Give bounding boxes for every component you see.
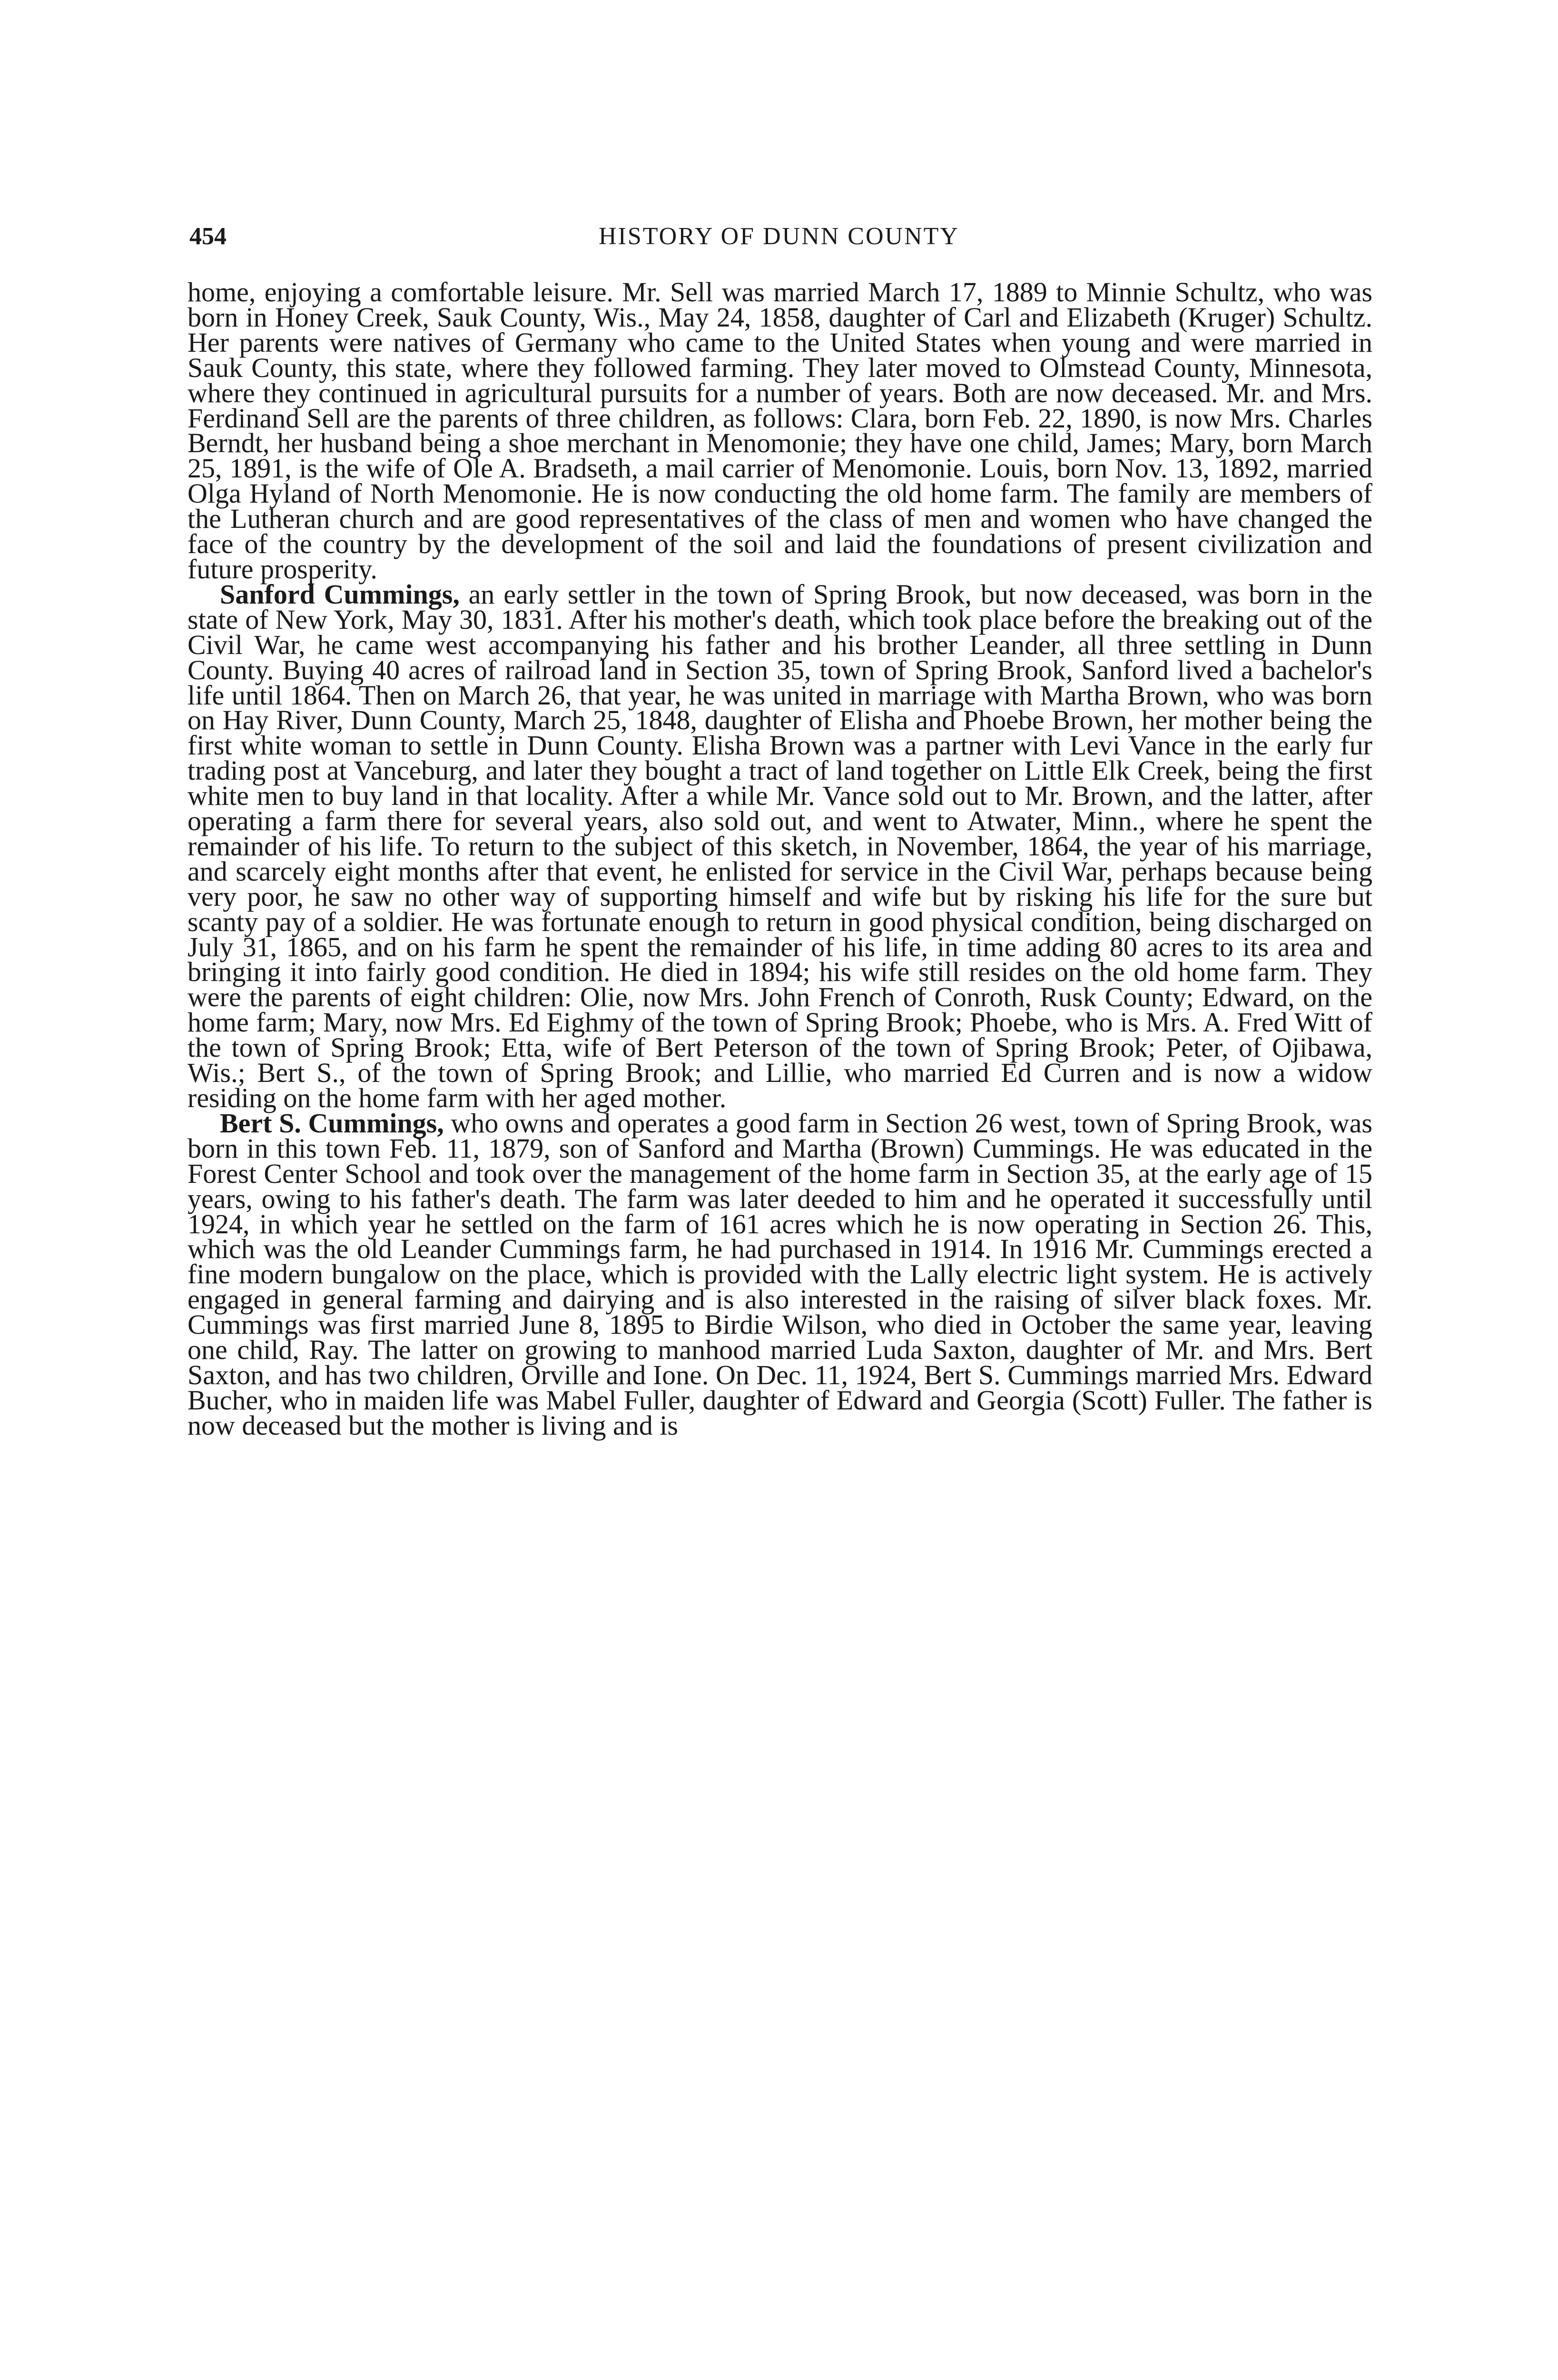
page-number: 454 bbox=[189, 223, 227, 250]
paragraph-sell-family bbox=[187, 277, 1372, 585]
running-head bbox=[189, 220, 1369, 253]
paragraph-text: an early settler in the town of Spring Brook, but now deceased, was born in the state of New York, May 30, 1831. After his mother's death, which took place before the breaking out of the Civil War, he came west accompanying his father and his brother Leander, all three settling in Dunn County. Buying 40 acres of railroad land in Section 35, town of Spring Brook, Sanford lived a bachelor's life until 1864. Then on March 26, that year, he was united in marriage with Martha Brown, who was born on Hay River, Dunn County, March 25, 1848, daughter of Elisha and Phoebe Brown, her mother being the first white woman to settle in Dunn County. Elisha Brown was a partner with Levi Vance in the early fur trading post at Vanceburg, and later they bought a tract of land together on Little Elk Creek, being the first white men to buy land in that locality. After a while Mr. Vance sold out to Mr. Brown, and the latter, after operating a farm there for several years, also sold out, and went to Atwater, Minn., where he spent the remainder of his life. To return to the subject of this sketch, in November, 1864, the year of his marriage, and scarcely eight months after that event, he enlisted for service in the Civil War, perhaps because being very poor, he saw no other way of supporting himself and wife but by risking his life for the sure but scanty pay of a soldier. He was fortunate enough to return in good physical condition, being discharged on July 31, 1865, and on his farm he spent the remainder of his life, in time adding 80 acres to its area and bringing it into fairly good condition. He died in 1894; his wife still resides on the old home farm. They were the parents of eight children: Olie, now Mrs. John French of Conroth, Rusk County; Edward, on the home farm; Mary, now Mrs. Ed Eighmy of the town of Spring Brook; Phoebe, who is Mrs. A. Fred Witt of the town of Spring Brook; Etta, wife of Bert Peterson of the town of Spring Brook; Peter, of Ojibawa, Wis.; Bert S., of the town of Spring Brook; and Lillie, who married Ed Curren and is now a widow residing on the home farm with her aged mother. bbox=[187, 578, 1372, 1113]
biography-name: Bert S. Cummings, bbox=[220, 1107, 444, 1139]
biography-name: Sanford Cummings, bbox=[220, 578, 460, 610]
paragraph-sanford-cummings bbox=[187, 578, 1372, 1113]
paragraph-text: home, enjoying a comfortable leisure. Mr. Sell was married March 17, 1889 to Minnie Schultz, who was born in Honey Creek, Sauk County, Wis., May 24, 1858, daughter of Carl and Elizabeth (Kruger) Schultz. Her parents were natives of Germany who came to the United States when young and were married in Sauk County, this state, where they followed farming. They later moved to Olmstead County, Minnesota, where they continued in agricultural pursuits for a number of years. Both are now deceased. Mr. and Mrs. Ferdinand Sell are the parents of three children, as follows: Clara, born Feb. 22, 1890, is now Mrs. Charles Berndt, her husband being a shoe merchant in Menomonie; they have one child, James; Mary, born March 25, 1891, is the wife of Ole A. Bradseth, a mail carrier of Menomonie. Louis, born Nov. 13, 1892, married Olga Hyland of North Menomonie. He is now conducting the old home farm. The family are members of the Lutheran church and are good representatives of the class of men and women who have changed the face of the country by the development of the soil and laid the foundations of present civilization and future prosperity. bbox=[187, 277, 1372, 585]
paragraph-bert-s-cummings bbox=[187, 1107, 1372, 1441]
body-text bbox=[187, 277, 1372, 1441]
running-title: HISTORY OF DUNN COUNTY bbox=[599, 223, 959, 250]
paragraph-text: who owns and operates a good farm in Section 26 west, town of Spring Brook, was born in this town Feb. 11, 1879, son of Sanford and Martha (Brown) Cummings. He was educated in the Forest Center School and took over the management of the home farm in Section 35, at the early age of 15 years, owing to his father's death. The farm was later deeded to him and he operated it successfully until 1924, in which year he settled on the farm of 161 acres which he is now operating in Section 26. This, which was the old Leander Cummings farm, he had purchased in 1914. In 1916 Mr. Cummings erected a fine modern bungalow on the place, which is provided with the Lally electric light system. He is actively engaged in general farming and dairying and is also interested in the raising of silver black foxes. Mr. Cummings was first married June 8, 1895 to Birdie Wilson, who died in October the same year, leaving one child, Ray. The latter on growing to manhood married Luda Saxton, daughter of Mr. and Mrs. Bert Saxton, and has two children, Orville and Ione. On Dec. 11, 1924, Bert S. Cummings married Mrs. Edward Bucher, who in maiden life was Mabel Fuller, daughter of Edward and Georgia (Scott) Fuller. The father is now deceased but the mother is living and is bbox=[187, 1107, 1372, 1441]
